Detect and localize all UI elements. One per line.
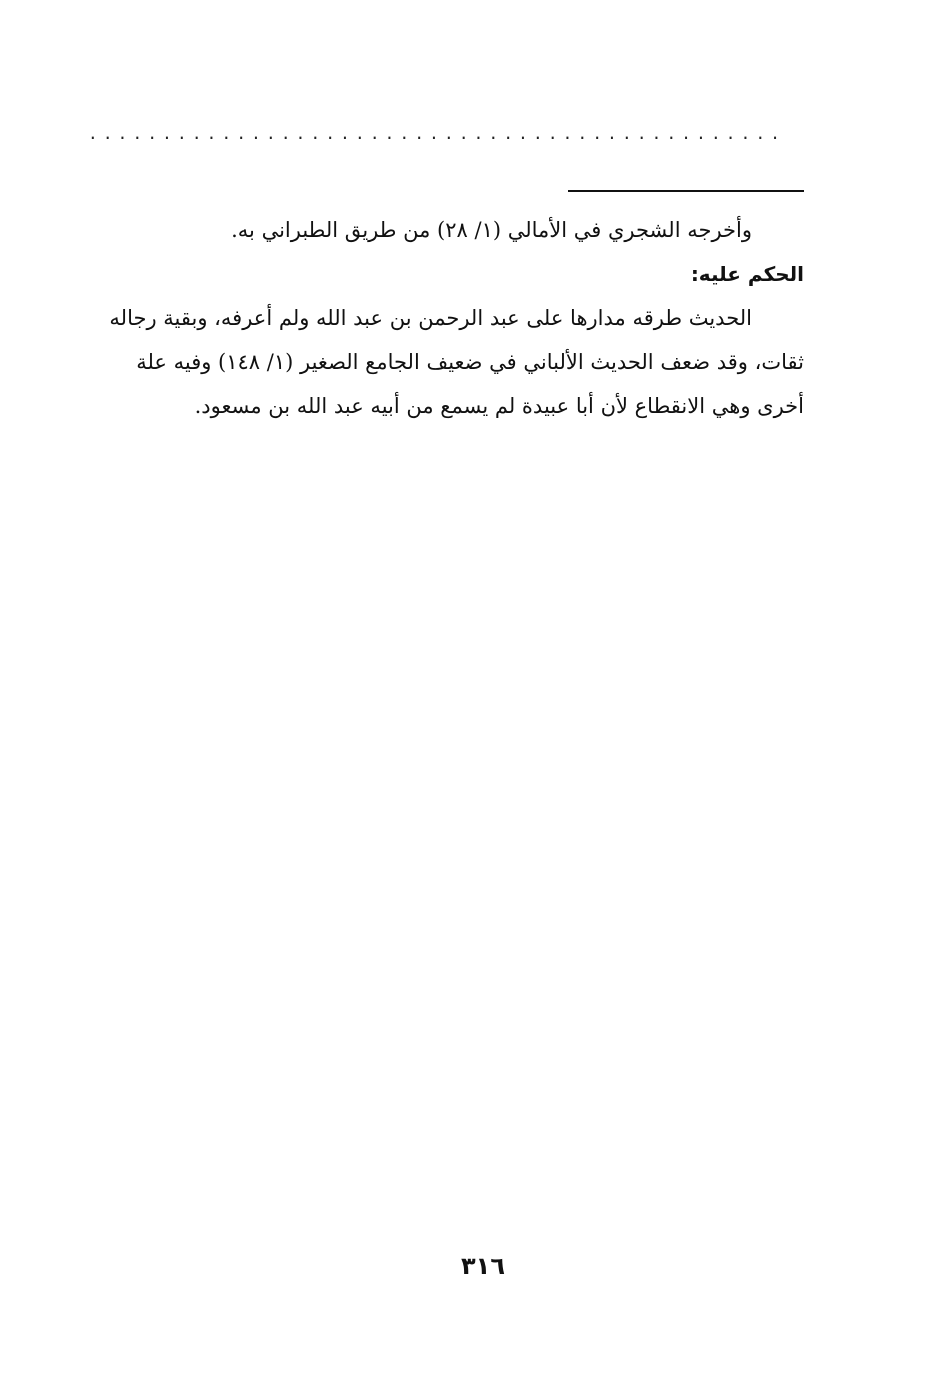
page-number: ٣١٦: [461, 1252, 505, 1280]
dotted-separator: ...............................................: [88, 128, 786, 140]
footnote-rule: [568, 190, 804, 192]
section-heading: الحكم عليه:: [690, 262, 804, 286]
footnote-line: وأخرجه الشجري في الأمالي (١/ ٢٨) من طريق الطبراني به.: [231, 218, 752, 242]
paragraph-line-3: أخرى وهي الانقطاع لأن أبا عبيدة لم يسمع من أبيه عبد الله بن مسعود.: [194, 394, 804, 418]
paragraph-line-1: الحديث طرقه مدارها على عبد الرحمن بن عبد الله ولم أعرفه، وبقية رجاله: [109, 306, 752, 330]
paragraph-line-2: ثقات، وقد ضعف الحديث الألباني في ضعيف الجامع الصغير (١/ ١٤٨) وفيه علة: [136, 350, 804, 374]
